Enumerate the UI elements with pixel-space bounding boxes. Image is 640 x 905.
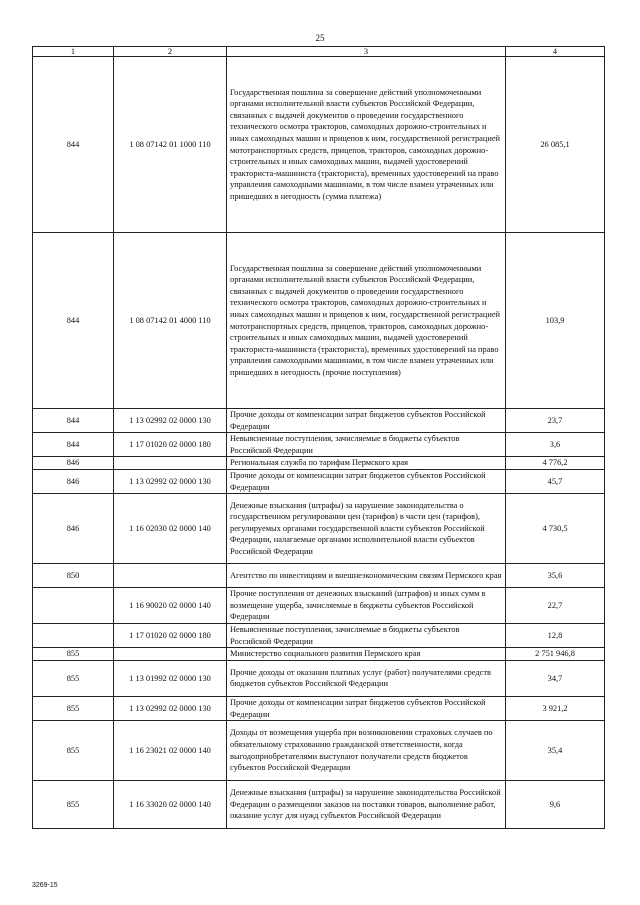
admin-code-cell: 844 [33, 57, 114, 233]
revenue-name-cell: Невыясненные поступления, зачисляемые в бюджеты субъектов Российской Федерации [227, 624, 506, 648]
amount-cell: 26 085,1 [506, 57, 605, 233]
revenue-code-cell: 1 13 01992 02 0000 130 [114, 660, 227, 696]
amount-cell: 103,9 [506, 233, 605, 409]
table-row [33, 696, 605, 720]
revenue-code-cell: 1 16 23021 02 0000 140 [114, 721, 227, 781]
amount-cell: 35,4 [506, 721, 605, 781]
table-row [33, 624, 605, 648]
table-row [33, 457, 605, 470]
revenue-code-cell: 1 16 33020 02 0000 140 [114, 781, 227, 829]
revenue-code-cell [114, 648, 227, 661]
revenue-code-cell [114, 457, 227, 470]
admin-code-cell: 855 [33, 696, 114, 720]
admin-code-cell: 855 [33, 781, 114, 829]
revenue-code-cell [114, 564, 227, 588]
revenue-name-cell: Денежные взыскания (штрафы) за нарушение законодательства Российской Федерации о размещении заказов на поставки товаров, выполнение работ, оказание услуг для нужд субъектов Российской Федерации [227, 781, 506, 829]
revenue-code-cell: 1 08 07142 01 4000 110 [114, 233, 227, 409]
amount-cell: 4 776,2 [506, 457, 605, 470]
table-row [33, 409, 605, 433]
table-body [33, 57, 605, 829]
revenue-name-cell: Государственная пошлина за совершение действий уполномоченными органами исполнительной власти субъектов Российской Федерации, связанных с выдачей документов о проведении государственного технического осмотра тракторов, самоходных дорожно-строительных и иных самоходных машин и прицепов к ним, государственной регистрацией мототранспортных средств, прицепов, тракторов, самоходных дорожно-строительных и иных самоходных машин, выдачей удостоверений тракториста-машиниста (тракториста), временных удостоверений на право управления самоходными машинами, в том числе взамен утраченных или пришедших в негодность (сумма платежа) [227, 57, 506, 233]
admin-code-cell: 855 [33, 660, 114, 696]
revenue-name-cell: Государственная пошлина за совершение действий уполномоченными органами исполнительной власти субъектов Российской Федерации, связанных с выдачей документов о проведении государственного технического осмотра тракторов, самоходных дорожно-строительных и иных самоходных машин и прицепов к ним, государственной регистрацией мототранспортных средств, прицепов, тракторов, самоходных дорожно-строительных и иных самоходных машин, выдачей удостоверений тракториста-машиниста (тракториста), временных удостоверений на право управления самоходными машинами, в том числе взамен утраченных или пришедших в негодность (прочие поступления) [227, 233, 506, 409]
revenue-name-cell: Прочие поступления от денежных взысканий (штрафов) и иных сумм в возмещение ущерба, зачисляемые в бюджеты субъектов Российской Федерации [227, 588, 506, 624]
admin-code-cell: 846 [33, 494, 114, 564]
admin-code-cell: 855 [33, 648, 114, 661]
table-row [33, 233, 605, 409]
admin-code-cell: 846 [33, 469, 114, 493]
amount-cell: 3 921,2 [506, 696, 605, 720]
header-col-3: 3 [227, 47, 506, 57]
admin-code-cell: 850 [33, 564, 114, 588]
revenue-name-cell: Денежные взыскания (штрафы) за нарушение законодательства о государственном регулировании цен (тарифов) в части цен (тарифов), регулируемых органами государственной власти субъектов Российской Федерации, налагаемые органами исполнительной власти субъектов Российской Федерации [227, 494, 506, 564]
revenue-name-cell: Министерство социального развития Пермского края [227, 648, 506, 661]
table-row [33, 494, 605, 564]
header-col-1: 1 [33, 47, 114, 57]
table-row [33, 648, 605, 661]
revenue-code-cell: 1 17 01020 02 0000 180 [114, 624, 227, 648]
admin-code-cell: 844 [33, 433, 114, 457]
revenue-code-cell: 1 08 07142 01 1000 110 [114, 57, 227, 233]
amount-cell: 35,6 [506, 564, 605, 588]
revenue-name-cell: Прочие доходы от оказания платных услуг (работ) получателями средств бюджетов субъектов Российской Федерации [227, 660, 506, 696]
revenue-name-cell: Невыясненные поступления, зачисляемые в бюджеты субъектов Российской Федерации [227, 433, 506, 457]
admin-code-cell [33, 588, 114, 624]
amount-cell: 9,6 [506, 781, 605, 829]
amount-cell: 3,6 [506, 433, 605, 457]
table-row [33, 721, 605, 781]
revenue-code-cell: 1 13 02992 02 0000 130 [114, 409, 227, 433]
amount-cell: 45,7 [506, 469, 605, 493]
revenue-code-cell: 1 13 02992 02 0000 130 [114, 696, 227, 720]
revenue-name-cell: Агентство по инвестициям и внешнеэкономическим связям Пермского края [227, 564, 506, 588]
admin-code-cell: 846 [33, 457, 114, 470]
amount-cell: 34,7 [506, 660, 605, 696]
admin-code-cell [33, 624, 114, 648]
table-row [33, 781, 605, 829]
table-row [33, 469, 605, 493]
footer-code: 3269-15 [32, 882, 58, 889]
header-col-4: 4 [506, 47, 605, 57]
revenue-code-cell: 1 13 02992 02 0000 130 [114, 469, 227, 493]
revenue-name-cell: Прочие доходы от компенсации затрат бюджетов субъектов Российской Федерации [227, 409, 506, 433]
page-number: 25 [315, 33, 325, 43]
admin-code-cell: 844 [33, 233, 114, 409]
amount-cell: 12,8 [506, 624, 605, 648]
revenue-name-cell: Доходы от возмещения ущерба при возникновении страховых случаев по обязательному страхованию гражданской ответственности, когда выгодоприобретателями выступают получатели средств бюджетов субъектов Российской Федерации [227, 721, 506, 781]
admin-code-cell: 855 [33, 721, 114, 781]
amount-cell: 22,7 [506, 588, 605, 624]
revenue-code-cell: 1 16 02030 02 0000 140 [114, 494, 227, 564]
admin-code-cell: 844 [33, 409, 114, 433]
header-col-2: 2 [114, 47, 227, 57]
amount-cell: 23,7 [506, 409, 605, 433]
table-row [33, 57, 605, 233]
revenue-name-cell: Прочие доходы от компенсации затрат бюджетов субъектов Российской Федерации [227, 696, 506, 720]
table-row [33, 588, 605, 624]
revenue-table [32, 46, 605, 829]
revenue-name-cell: Прочие доходы от компенсации затрат бюджетов субъектов Российской Федерации [227, 469, 506, 493]
table-row [33, 433, 605, 457]
revenue-name-cell: Региональная служба по тарифам Пермского края [227, 457, 506, 470]
revenue-code-cell: 1 17 01020 02 0000 180 [114, 433, 227, 457]
revenue-code-cell: 1 16 90020 02 0000 140 [114, 588, 227, 624]
amount-cell: 4 730,5 [506, 494, 605, 564]
table-row [33, 660, 605, 696]
table-header-row [33, 47, 605, 57]
table-row [33, 564, 605, 588]
amount-cell: 2 751 946,8 [506, 648, 605, 661]
